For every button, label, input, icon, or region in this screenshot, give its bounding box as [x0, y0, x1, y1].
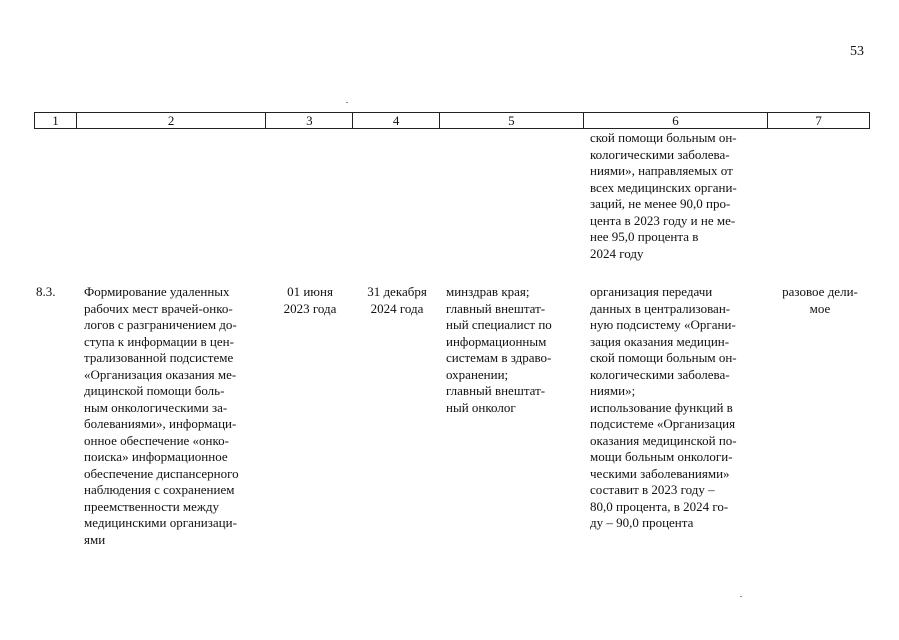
scan-speck: [346, 102, 348, 103]
header-col-2: 2: [77, 113, 267, 128]
table-header-row: [34, 112, 870, 129]
header-col-1: 1: [35, 113, 77, 128]
header-col-7: 7: [815, 113, 822, 128]
row-description: Формирование удаленных рабочих мест врачей-онко- логов с разграничением до- ступа к информации в цен- трализованной подсистеме «Организация оказания ме- дицинской помощи боль- ным онкологическими за- болеваниями», информаци- онное обеспечение «онко- поиска» информационное обеспечение диспансерного наблюдения с сохранением преемственности между медицинскими организаци- ями: [84, 284, 239, 547]
row-start-date: 01 июня 2023 года: [283, 284, 337, 316]
row-end-date: 31 декабря 2024 года: [367, 284, 427, 316]
continued-result-text: ской помощи больным он- кологическими заболева- ниями», направляемых от всех медицинских органи- заций, не менее 90,0 про- цента в 2023 году и не ме- нее 95,0 процента в 2024 году: [590, 130, 737, 261]
header-col-5: 5: [440, 113, 584, 128]
header-col-3: 3: [266, 113, 353, 128]
row-result: организация передачи данных в централизован- ную подсистему «Органи- зация оказания медицин- ской помощи больным он- кологическими заболева- ниями»; использование функций в подсистеме «Организация оказания медицинской по- мощи больным онкологи- ческими заболеваниями» составит в 2023 году – 80,0 процента, в 2024 го- ду – 90,0 процента: [590, 284, 737, 530]
row-number: 8.3.: [36, 284, 56, 299]
row-responsible: минздрав края; главный внештат- ный специалист по информационным системам в здраво- охранении; главный внештат- ный онколог: [446, 284, 552, 415]
page-number: 53: [850, 44, 864, 59]
scan-speck: [740, 596, 742, 597]
row-type: разовое дели- мое: [782, 284, 858, 316]
header-col-4: 4: [353, 113, 440, 128]
header-col-6: 6: [584, 113, 769, 128]
